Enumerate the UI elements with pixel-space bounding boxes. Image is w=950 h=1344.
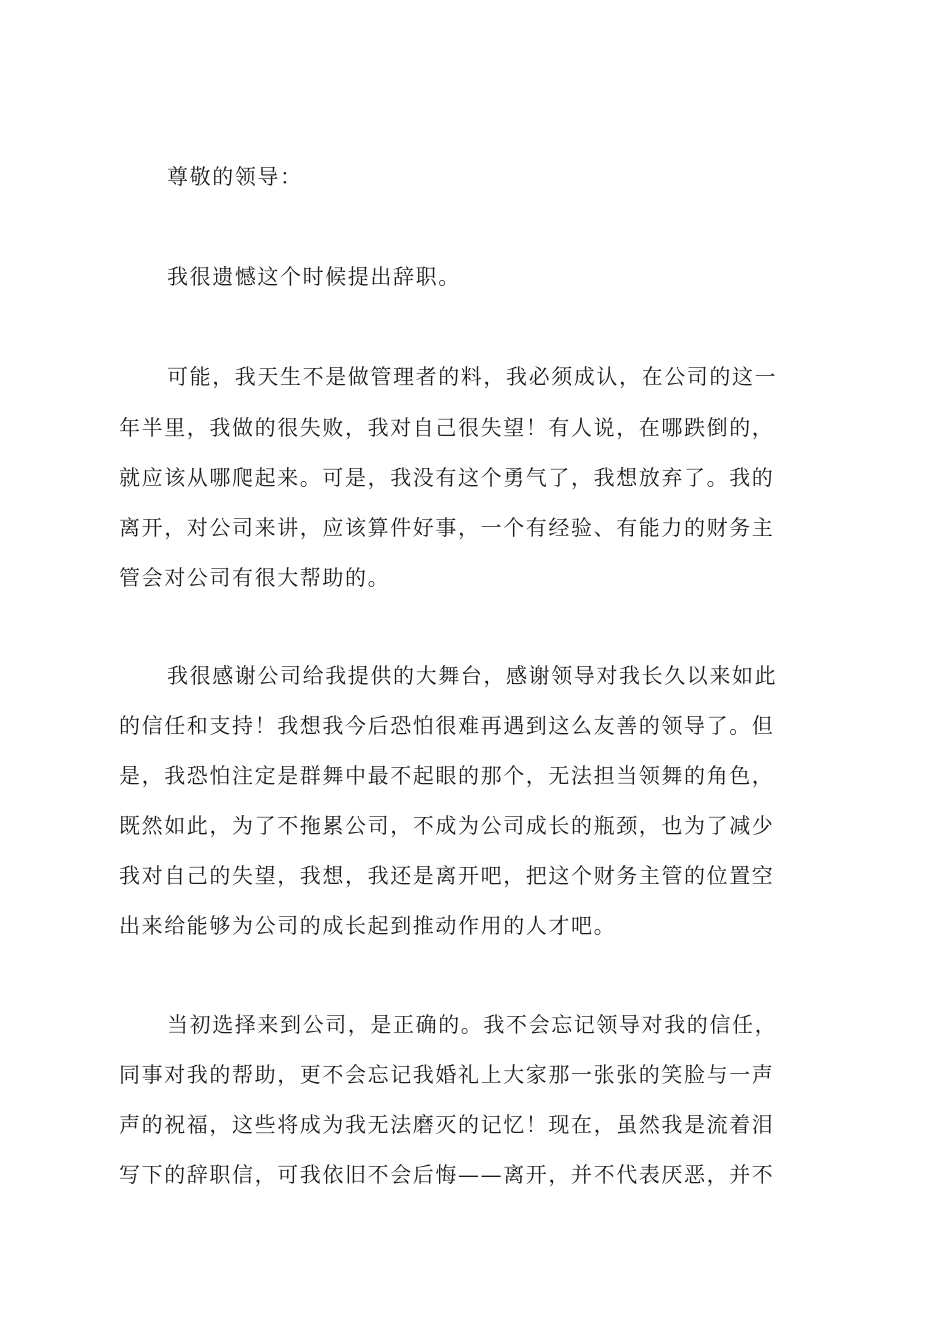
paragraph-2-line-1: 可能，我天生不是做管理者的料，我必须成认，在公司的这一 — [167, 365, 778, 389]
paragraph-3-line-1: 我很感谢公司给我提供的大舞台，感谢领导对我长久以来如此 — [167, 664, 778, 688]
paragraph-4-line-3: 声的祝福，这些将成为我无法磨灭的记忆！现在，虽然我是流着泪 — [119, 1113, 775, 1137]
paragraph-2-line-5: 管会对公司有很大帮助的。 — [119, 566, 391, 590]
paragraph-4-line-1: 当初选择来到公司，是正确的。我不会忘记领导对我的信任， — [167, 1013, 778, 1037]
paragraph-2-line-3: 就应该从哪爬起来。可是，我没有这个勇气了，我想放弃了。我的 — [119, 466, 775, 490]
paragraph-1-line-1: 我很遗憾这个时候提出辞职。 — [167, 265, 461, 289]
salutation: 尊敬的领导： — [167, 165, 303, 189]
paragraph-3-line-4: 既然如此，为了不拖累公司，不成为公司成长的瓶颈，也为了减少 — [119, 814, 775, 838]
paragraph-4-line-2: 同事对我的帮助，更不会忘记我婚礼上大家那一张张的笑脸与一声 — [119, 1063, 775, 1087]
paragraph-3-line-5: 我对自己的失望，我想，我还是离开吧，把这个财务主管的位置空 — [119, 864, 775, 888]
paragraph-2-line-4: 离开，对公司来讲，应该算件好事，一个有经验、有能力的财务主 — [119, 516, 775, 540]
paragraph-4-line-4: 写下的辞职信，可我依旧不会后悔——离开，并不代表厌恶，并不 — [119, 1163, 775, 1187]
paragraph-3-line-6: 出来给能够为公司的成长起到推动作用的人才吧。 — [119, 914, 617, 938]
paragraph-2-line-2: 年半里，我做的很失败，我对自己很失望！有人说，在哪跌倒的， — [119, 416, 775, 440]
paragraph-3-line-2: 的信任和支持！我想我今后恐怕很难再遇到这么友善的领导了。但 — [119, 714, 775, 738]
paragraph-3-line-3: 是，我恐怕注定是群舞中最不起眼的那个，无法担当领舞的角色， — [119, 764, 775, 788]
